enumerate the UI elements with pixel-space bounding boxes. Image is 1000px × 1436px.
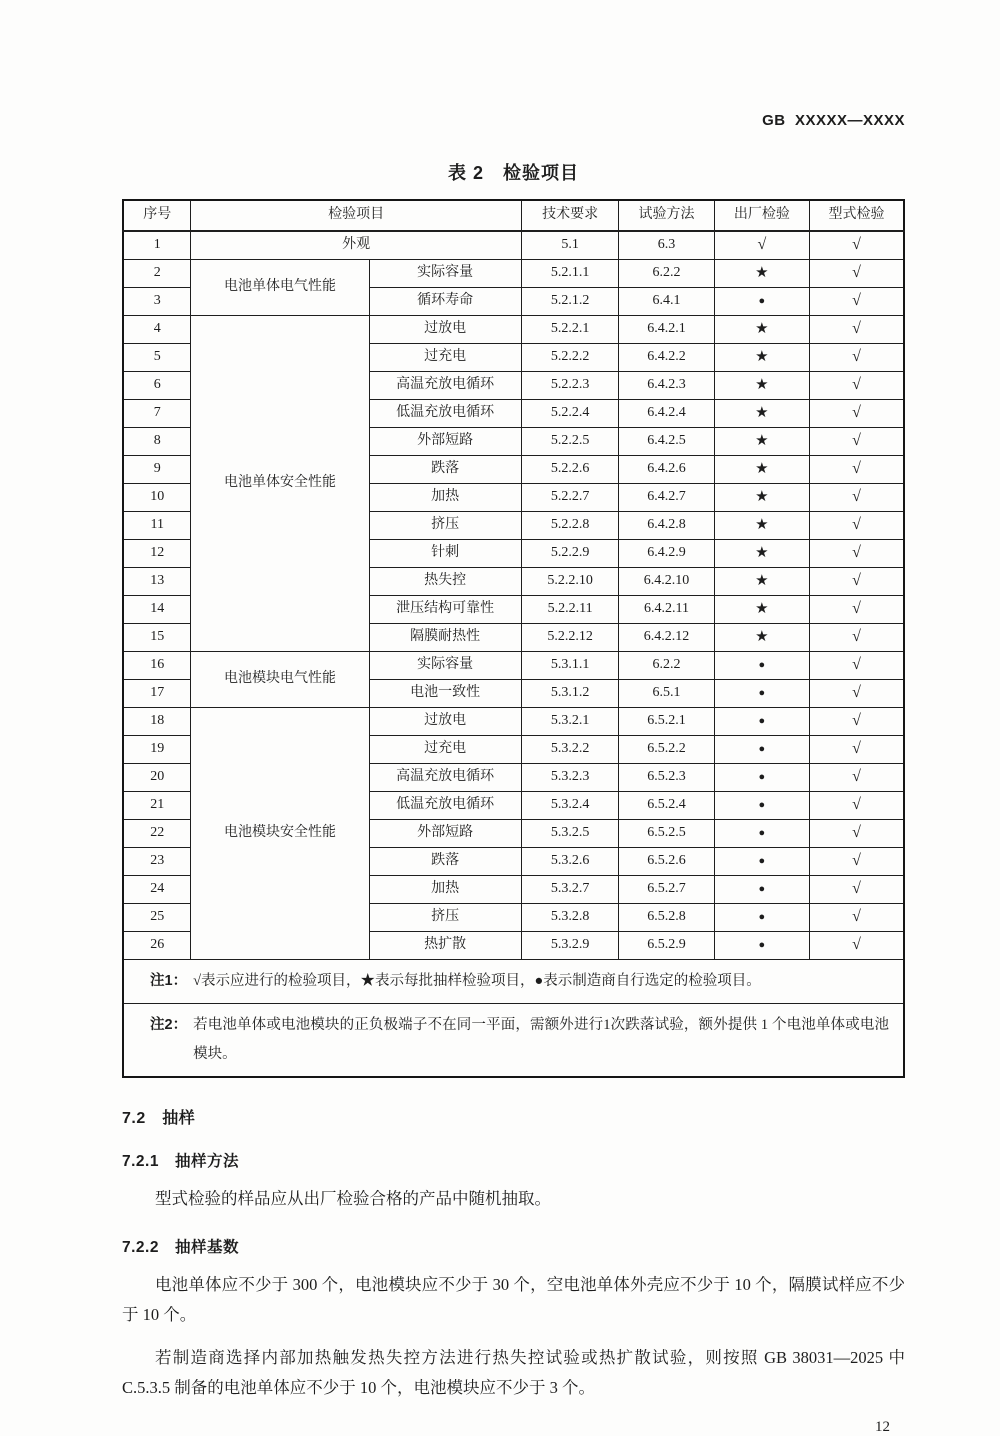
cell-method: 6.5.2.5 [619, 820, 714, 848]
cell-factory-symbol: √ [714, 231, 809, 260]
cell-factory-symbol: ★ [714, 512, 809, 540]
cell-item: 实际容量 [369, 652, 521, 680]
cell-method: 6.5.2.8 [619, 904, 714, 932]
cell-method: 6.4.2.2 [619, 344, 714, 372]
col-header-inspection-item: 检验项目 [191, 200, 521, 231]
cell-no: 1 [123, 231, 191, 260]
cell-method: 6.4.2.6 [619, 456, 714, 484]
cell-factory-symbol: ● [714, 792, 809, 820]
cell-requirement: 5.2.2.6 [521, 456, 619, 484]
cell-no: 24 [123, 876, 191, 904]
cell-type-symbol: √ [809, 568, 904, 596]
cell-requirement: 5.3.1.2 [521, 680, 619, 708]
note-text: 若电池单体或电池模块的正负极端子不在同一平面，需额外进行1次跌落试验，额外提供 1 个电池单体或电池模块。 [193, 1017, 889, 1062]
cell-item: 过放电 [369, 316, 521, 344]
cell-type-symbol: √ [809, 344, 904, 372]
paragraph-sampling-method: 型式检验的样品应从出厂检验合格的产品中随机抽取。 [155, 1189, 551, 1208]
cell-factory-symbol: ★ [714, 428, 809, 456]
table-header-row [123, 200, 904, 231]
cell-item: 挤压 [369, 512, 521, 540]
cell-method: 6.5.2.2 [619, 736, 714, 764]
table-note-row [123, 1004, 904, 1078]
cell-group: 电池单体安全性能 [191, 316, 369, 652]
cell-requirement: 5.3.2.3 [521, 764, 619, 792]
cell-item: 跌落 [369, 848, 521, 876]
cell-type-symbol: √ [809, 316, 904, 344]
cell-type-symbol: √ [809, 876, 904, 904]
cell-factory-symbol: ★ [714, 260, 809, 288]
cell-requirement: 5.2.1.1 [521, 260, 619, 288]
cell-factory-symbol: ● [714, 764, 809, 792]
cell-no: 14 [123, 596, 191, 624]
cell-method: 6.2.2 [619, 652, 714, 680]
cell-method: 6.4.1 [619, 288, 714, 316]
inspection-items-table [122, 199, 905, 1078]
col-header-type-inspection: 型式检验 [809, 200, 904, 231]
table-row [123, 708, 904, 736]
cell-factory-symbol: ● [714, 876, 809, 904]
cell-type-symbol: √ [809, 260, 904, 288]
cell-requirement: 5.2.2.11 [521, 596, 619, 624]
cell-item: 循环寿命 [369, 288, 521, 316]
cell-method: 6.4.2.8 [619, 512, 714, 540]
table-row [123, 652, 904, 680]
paragraph-sampling-base-1: 电池单体应不少于 300 个，电池模块应不少于 30 个，空电池单体外壳应不少于 10 个，隔膜试样应不少于 10 个。 [122, 1275, 905, 1324]
cell-method: 6.4.2.1 [619, 316, 714, 344]
cell-factory-symbol: ● [714, 708, 809, 736]
cell-group: 电池单体电气性能 [191, 260, 369, 316]
cell-type-symbol: √ [809, 904, 904, 932]
cell-requirement: 5.2.1.2 [521, 288, 619, 316]
cell-factory-symbol: ● [714, 652, 809, 680]
col-header-no: 序号 [123, 200, 191, 231]
col-header-method: 试验方法 [619, 200, 714, 231]
table-note [123, 960, 904, 1004]
cell-factory-symbol: ● [714, 680, 809, 708]
cell-no: 10 [123, 484, 191, 512]
cell-item: 针刺 [369, 540, 521, 568]
cell-type-symbol: √ [809, 680, 904, 708]
cell-method: 6.4.2.10 [619, 568, 714, 596]
cell-no: 21 [123, 792, 191, 820]
cell-method: 6.5.2.6 [619, 848, 714, 876]
cell-type-symbol: √ [809, 764, 904, 792]
cell-type-symbol: √ [809, 400, 904, 428]
cell-method: 6.5.2.1 [619, 708, 714, 736]
cell-factory-symbol: ★ [714, 456, 809, 484]
note-label: 注1： [150, 973, 188, 989]
cell-method: 6.5.1 [619, 680, 714, 708]
cell-requirement: 5.3.1.1 [521, 652, 619, 680]
page-number: 12 [875, 1419, 890, 1435]
cell-no: 23 [123, 848, 191, 876]
cell-type-symbol: √ [809, 736, 904, 764]
cell-type-symbol: √ [809, 848, 904, 876]
cell-factory-symbol: ★ [714, 596, 809, 624]
note-text: √表示应进行的检验项目，★表示每批抽样检验项目，●表示制造商自行选定的检验项目。 [193, 973, 761, 989]
cell-no: 5 [123, 344, 191, 372]
cell-requirement: 5.3.2.1 [521, 708, 619, 736]
cell-factory-symbol: ● [714, 288, 809, 316]
cell-no: 25 [123, 904, 191, 932]
cell-factory-symbol: ● [714, 820, 809, 848]
cell-type-symbol: √ [809, 456, 904, 484]
cell-requirement: 5.3.2.7 [521, 876, 619, 904]
cell-type-symbol: √ [809, 231, 904, 260]
cell-item: 高温充放电循环 [369, 372, 521, 400]
cell-requirement: 5.2.2.12 [521, 624, 619, 652]
cell-no: 8 [123, 428, 191, 456]
cell-method: 6.4.2.3 [619, 372, 714, 400]
cell-method: 6.5.2.3 [619, 764, 714, 792]
cell-item: 加热 [369, 876, 521, 904]
table-row [123, 231, 904, 260]
cell-type-symbol: √ [809, 624, 904, 652]
cell-factory-symbol: ● [714, 848, 809, 876]
cell-method: 6.4.2.9 [619, 540, 714, 568]
cell-no: 18 [123, 708, 191, 736]
cell-item: 热扩散 [369, 932, 521, 960]
paragraph-sampling-base-2: 若制造商选择内部加热触发热失控方法进行热失控试验或热扩散试验，则按照 GB 38031—2025 中 C.5.3.5 制备的电池单体应不少于 10 个，电池模块应不少于 3 个。 [122, 1348, 905, 1397]
cell-type-symbol: √ [809, 288, 904, 316]
cell-no: 17 [123, 680, 191, 708]
cell-factory-symbol: ★ [714, 372, 809, 400]
cell-requirement: 5.2.2.3 [521, 372, 619, 400]
cell-factory-symbol: ★ [714, 540, 809, 568]
cell-method: 6.5.2.9 [619, 932, 714, 960]
cell-type-symbol: √ [809, 792, 904, 820]
cell-method: 6.3 [619, 231, 714, 260]
cell-item: 过充电 [369, 736, 521, 764]
cell-method: 6.5.2.7 [619, 876, 714, 904]
cell-no: 26 [123, 932, 191, 960]
cell-item: 加热 [369, 484, 521, 512]
cell-type-symbol: √ [809, 932, 904, 960]
cell-method: 6.5.2.4 [619, 792, 714, 820]
cell-no: 19 [123, 736, 191, 764]
heading-sampling-method: 7.2.1 抽样方法 [122, 1153, 239, 1170]
cell-method: 6.2.2 [619, 260, 714, 288]
cell-factory-symbol: ★ [714, 400, 809, 428]
cell-item: 热失控 [369, 568, 521, 596]
table-body [123, 231, 904, 1077]
cell-item: 电池一致性 [369, 680, 521, 708]
cell-no: 6 [123, 372, 191, 400]
cell-no: 20 [123, 764, 191, 792]
cell-type-symbol: √ [809, 540, 904, 568]
cell-no: 2 [123, 260, 191, 288]
heading-sampling-base: 7.2.2 抽样基数 [122, 1239, 239, 1256]
cell-factory-symbol: ★ [714, 624, 809, 652]
cell-type-symbol: √ [809, 372, 904, 400]
cell-item: 跌落 [369, 456, 521, 484]
table-note-row [123, 960, 904, 1004]
table-row [123, 316, 904, 344]
note-label: 注2： [150, 1017, 188, 1033]
cell-type-symbol: √ [809, 708, 904, 736]
cell-no: 13 [123, 568, 191, 596]
cell-item: 过充电 [369, 344, 521, 372]
cell-requirement: 5.3.2.4 [521, 792, 619, 820]
cell-requirement: 5.2.2.7 [521, 484, 619, 512]
cell-item: 低温充放电循环 [369, 400, 521, 428]
cell-item: 外部短路 [369, 428, 521, 456]
cell-method: 6.4.2.5 [619, 428, 714, 456]
cell-factory-symbol: ● [714, 932, 809, 960]
cell-group: 电池模块安全性能 [191, 708, 369, 960]
cell-type-symbol: √ [809, 820, 904, 848]
cell-no: 11 [123, 512, 191, 540]
cell-factory-symbol: ★ [714, 316, 809, 344]
cell-no: 15 [123, 624, 191, 652]
cell-factory-symbol: ★ [714, 344, 809, 372]
cell-item: 实际容量 [369, 260, 521, 288]
cell-item: 过放电 [369, 708, 521, 736]
cell-factory-symbol: ★ [714, 484, 809, 512]
cell-requirement: 5.2.2.4 [521, 400, 619, 428]
cell-factory-symbol: ● [714, 736, 809, 764]
cell-item: 挤压 [369, 904, 521, 932]
cell-item: 高温充放电循环 [369, 764, 521, 792]
cell-method: 6.4.2.4 [619, 400, 714, 428]
cell-requirement: 5.1 [521, 231, 619, 260]
cell-requirement: 5.2.2.2 [521, 344, 619, 372]
cell-item: 外观 [191, 231, 521, 260]
cell-factory-symbol: ★ [714, 568, 809, 596]
cell-no: 7 [123, 400, 191, 428]
cell-type-symbol: √ [809, 428, 904, 456]
cell-no: 16 [123, 652, 191, 680]
cell-method: 6.4.2.7 [619, 484, 714, 512]
cell-no: 3 [123, 288, 191, 316]
cell-factory-symbol: ● [714, 904, 809, 932]
cell-type-symbol: √ [809, 512, 904, 540]
cell-item: 外部短路 [369, 820, 521, 848]
cell-item: 低温充放电循环 [369, 792, 521, 820]
cell-type-symbol: √ [809, 652, 904, 680]
cell-requirement: 5.3.2.5 [521, 820, 619, 848]
table-title: 表 2 检验项目 [447, 163, 579, 183]
cell-no: 12 [123, 540, 191, 568]
cell-item: 泄压结构可靠性 [369, 596, 521, 624]
table-note [123, 1004, 904, 1078]
cell-requirement: 5.2.2.10 [521, 568, 619, 596]
heading-sampling: 7.2 抽样 [122, 1110, 196, 1127]
cell-requirement: 5.3.2.6 [521, 848, 619, 876]
cell-requirement: 5.3.2.2 [521, 736, 619, 764]
cell-no: 22 [123, 820, 191, 848]
cell-group: 电池模块电气性能 [191, 652, 369, 708]
cell-requirement: 5.2.2.1 [521, 316, 619, 344]
cell-method: 6.4.2.11 [619, 596, 714, 624]
cell-method: 6.4.2.12 [619, 624, 714, 652]
cell-type-symbol: √ [809, 484, 904, 512]
cell-requirement: 5.2.2.9 [521, 540, 619, 568]
cell-requirement: 5.3.2.9 [521, 932, 619, 960]
cell-requirement: 5.3.2.8 [521, 904, 619, 932]
cell-no: 9 [123, 456, 191, 484]
cell-item: 隔膜耐热性 [369, 624, 521, 652]
cell-no: 4 [123, 316, 191, 344]
col-header-requirement: 技术要求 [521, 200, 619, 231]
cell-type-symbol: √ [809, 596, 904, 624]
standard-number: GB XXXXX—XXXX [762, 112, 905, 129]
cell-requirement: 5.2.2.8 [521, 512, 619, 540]
cell-requirement: 5.2.2.5 [521, 428, 619, 456]
table-row [123, 260, 904, 288]
col-header-factory-inspection: 出厂检验 [714, 200, 809, 231]
